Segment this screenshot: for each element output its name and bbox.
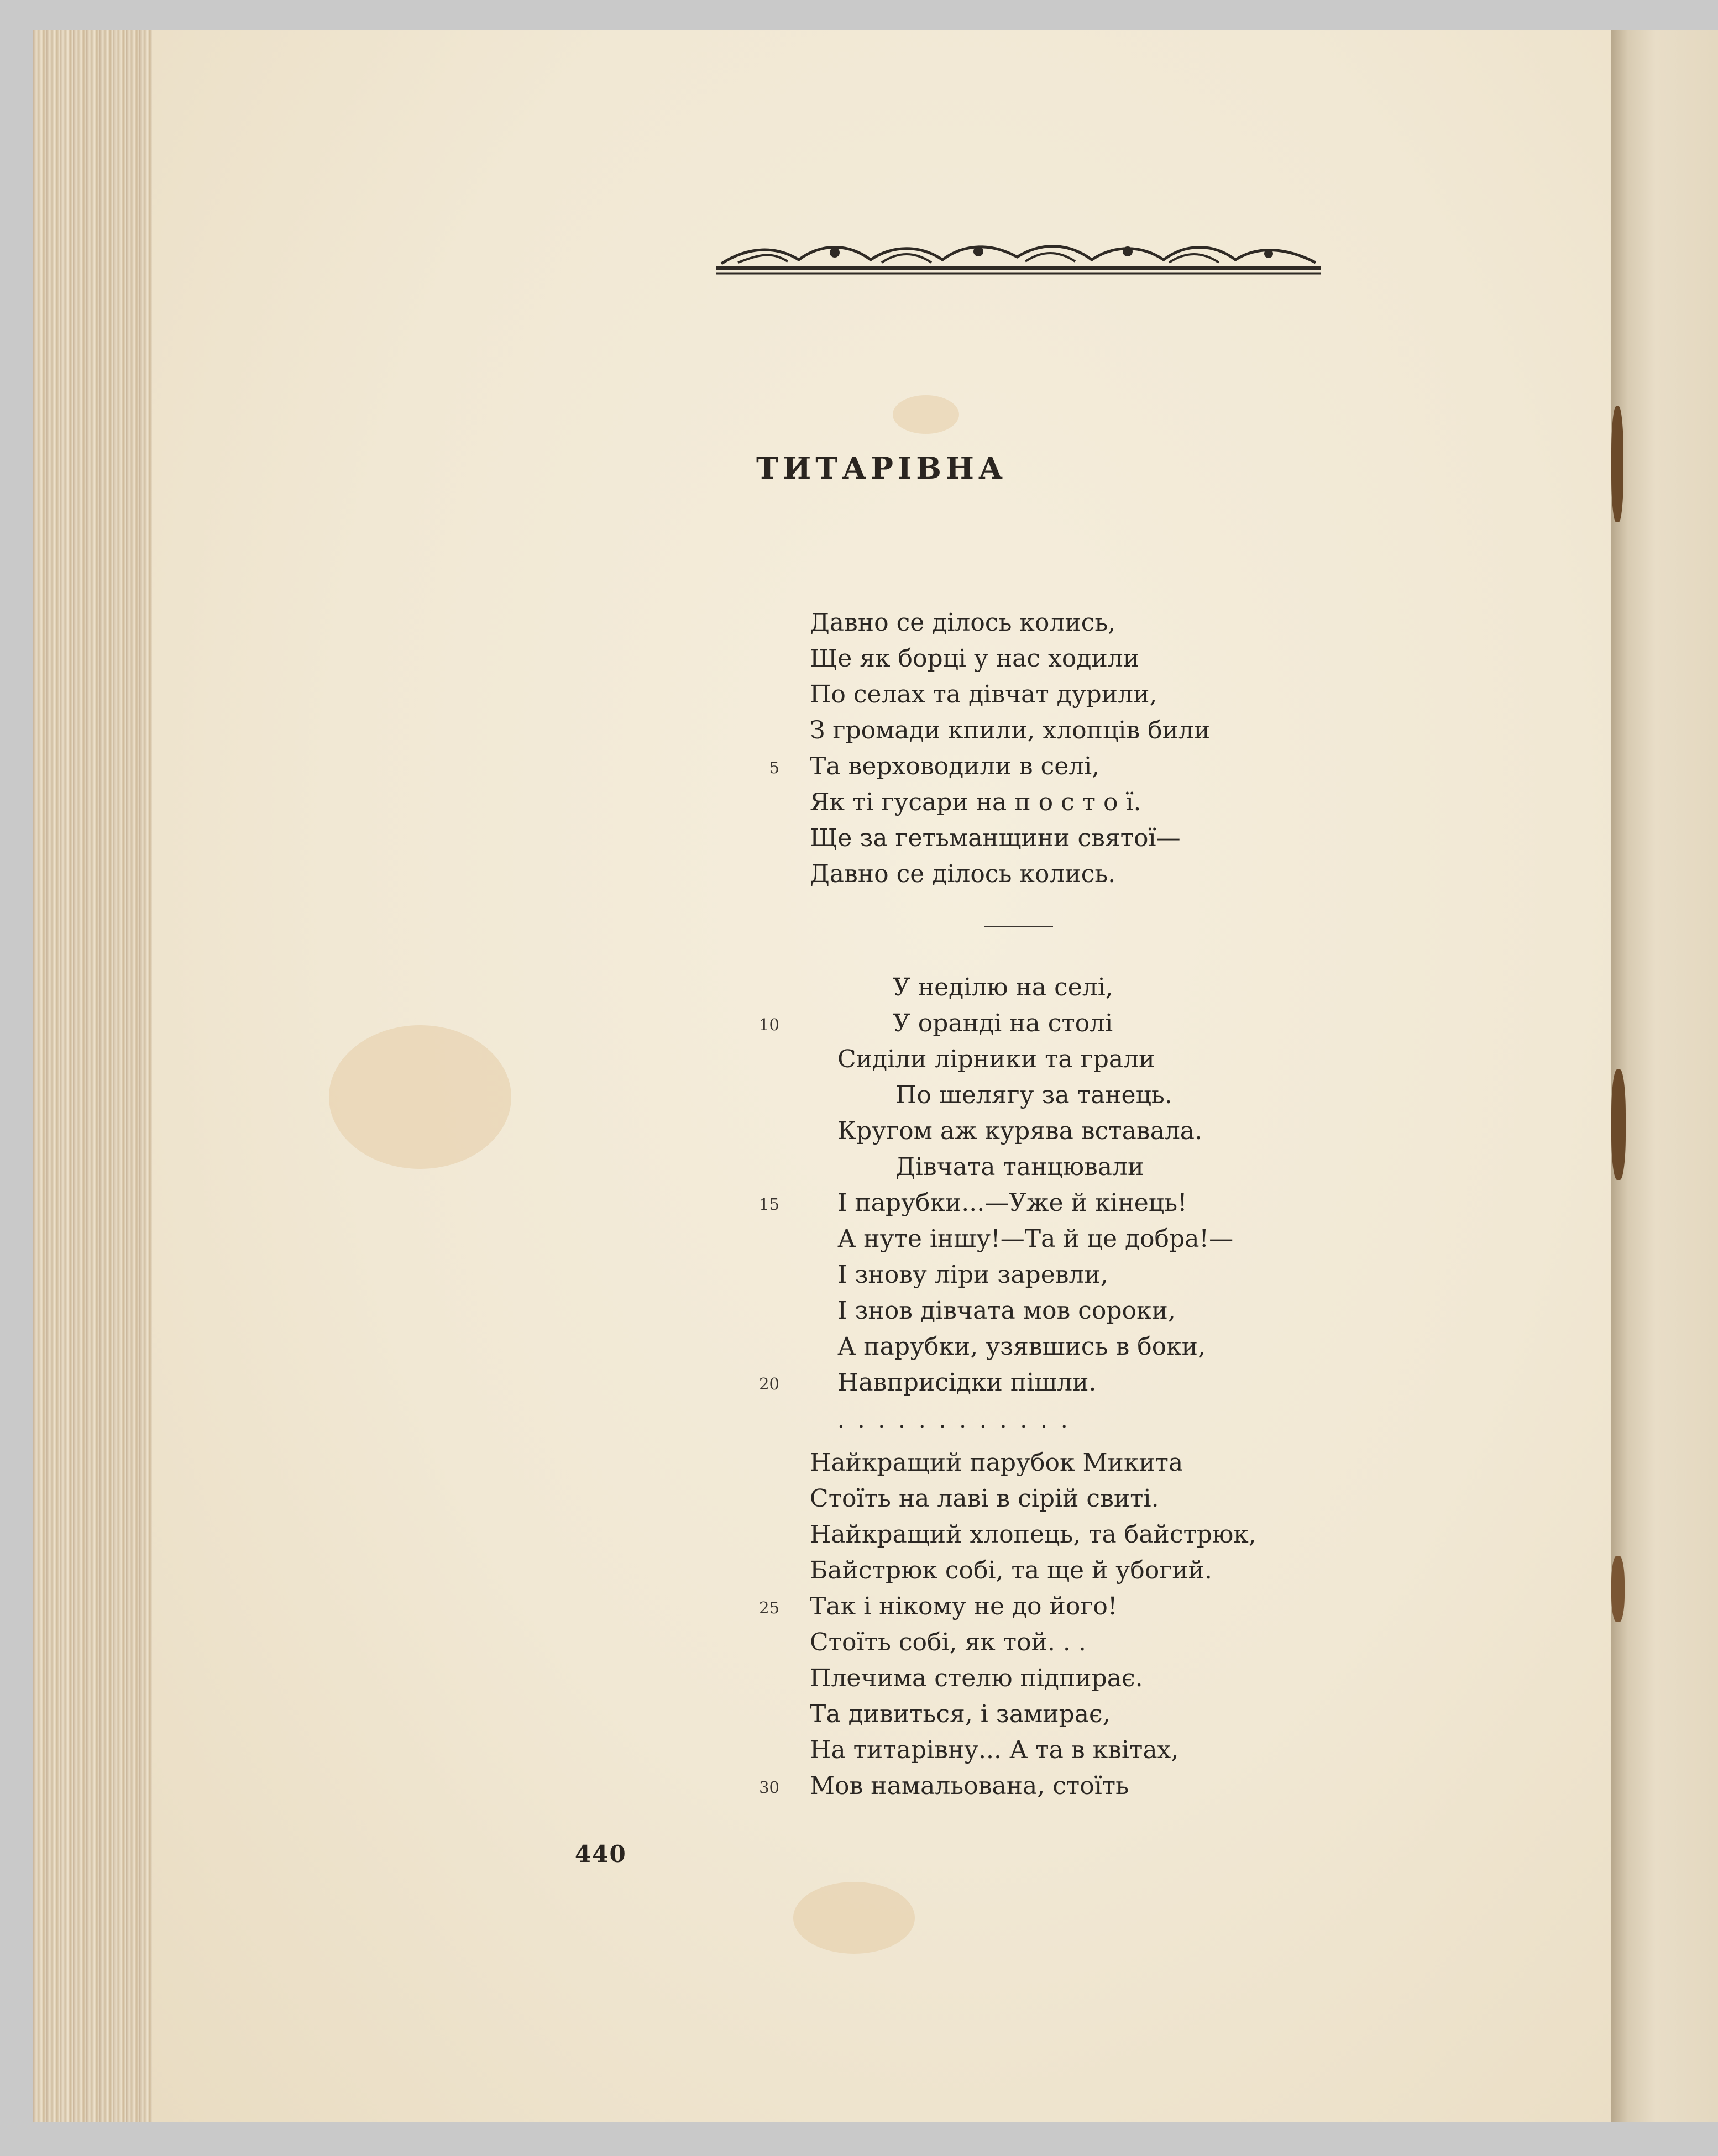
line-number: 30	[759, 1778, 779, 1797]
verse-line: І знов дівчата мов сороки,	[837, 1297, 1176, 1325]
verse-line: Давно се ділось колись.	[810, 860, 1116, 888]
line-number: 10	[759, 1015, 779, 1034]
verse-line: Ще як борці у нас ходили	[810, 644, 1140, 673]
line-number: 20	[759, 1375, 779, 1393]
verse-line: У оранді на столі	[893, 1009, 1113, 1037]
verse-line: Байстрюк собі, та ще й убогий.	[810, 1556, 1212, 1585]
verse-line: І знову ліри заревли,	[837, 1261, 1108, 1289]
stanza-divider	[984, 926, 1053, 927]
line-number: 25	[759, 1598, 779, 1617]
verse-line: А парубки, узявшись в боки,	[837, 1333, 1206, 1361]
verse-line: Давно се ділось колись,	[810, 608, 1116, 637]
book-spread	[33, 30, 1718, 2122]
verse-line: З громади кпили, хлопців били	[810, 716, 1211, 744]
page-edges	[33, 30, 152, 2122]
line-number: 15	[759, 1195, 779, 1214]
ellipsis-row: ............	[837, 1408, 1081, 1433]
verse-line: Як ті гусари на п о с т о ї.	[810, 788, 1141, 816]
verse-line: Дівчата танцювали	[895, 1153, 1144, 1181]
binding-stain	[1611, 1069, 1626, 1180]
page-number: 440	[575, 1840, 627, 1868]
paper-stain	[329, 1025, 511, 1169]
line-number: 5	[769, 758, 779, 777]
binding-stain	[1611, 1556, 1625, 1622]
verse-line: А нуте іншу!—Та й це добра!—	[837, 1225, 1234, 1253]
next-page-edge	[1611, 30, 1718, 2122]
verse-line: Та верховодили в селі,	[810, 752, 1100, 780]
verse-line: Так і нікому не до його!	[810, 1592, 1118, 1620]
verse-line: Сиділи лірники та грали	[837, 1045, 1155, 1073]
header-ornament	[716, 235, 1321, 276]
paper-stain	[793, 1882, 915, 1954]
verse-line: Найкращий хлопець, та байстрюк,	[810, 1520, 1256, 1549]
poem-title: ТИТАРІВНА	[756, 450, 1007, 486]
verse-line: Стоїть на лаві в сірій свиті.	[810, 1484, 1159, 1513]
verse-line: Стоїть собі, як той. . .	[810, 1628, 1086, 1656]
verse-line: У неділю на селі,	[893, 973, 1113, 1001]
verse-line: Навприсідки пішли.	[837, 1368, 1097, 1397]
paper-stain	[893, 395, 959, 434]
verse-line: Кругом аж курява вставала.	[837, 1117, 1203, 1145]
verse-line: По шелягу за танець.	[895, 1081, 1172, 1109]
verse-line: Мов намальована, стоїть	[810, 1772, 1129, 1800]
verse-line: Ще за гетьманщини святої—	[810, 824, 1181, 852]
verse-line: Найкращий парубок Микита	[810, 1449, 1183, 1477]
verse-line: На титарівну... А та в квітах,	[810, 1736, 1179, 1764]
verse-line: Плечима стелю підпирає.	[810, 1664, 1143, 1692]
verse-line: По селах та дівчат дурили,	[810, 680, 1157, 709]
page	[152, 30, 1611, 2122]
verse-line: Та дивиться, і замирає,	[810, 1700, 1111, 1728]
verse-line: І парубки...—Уже й кінець!	[837, 1189, 1187, 1217]
binding-stain	[1611, 406, 1623, 522]
